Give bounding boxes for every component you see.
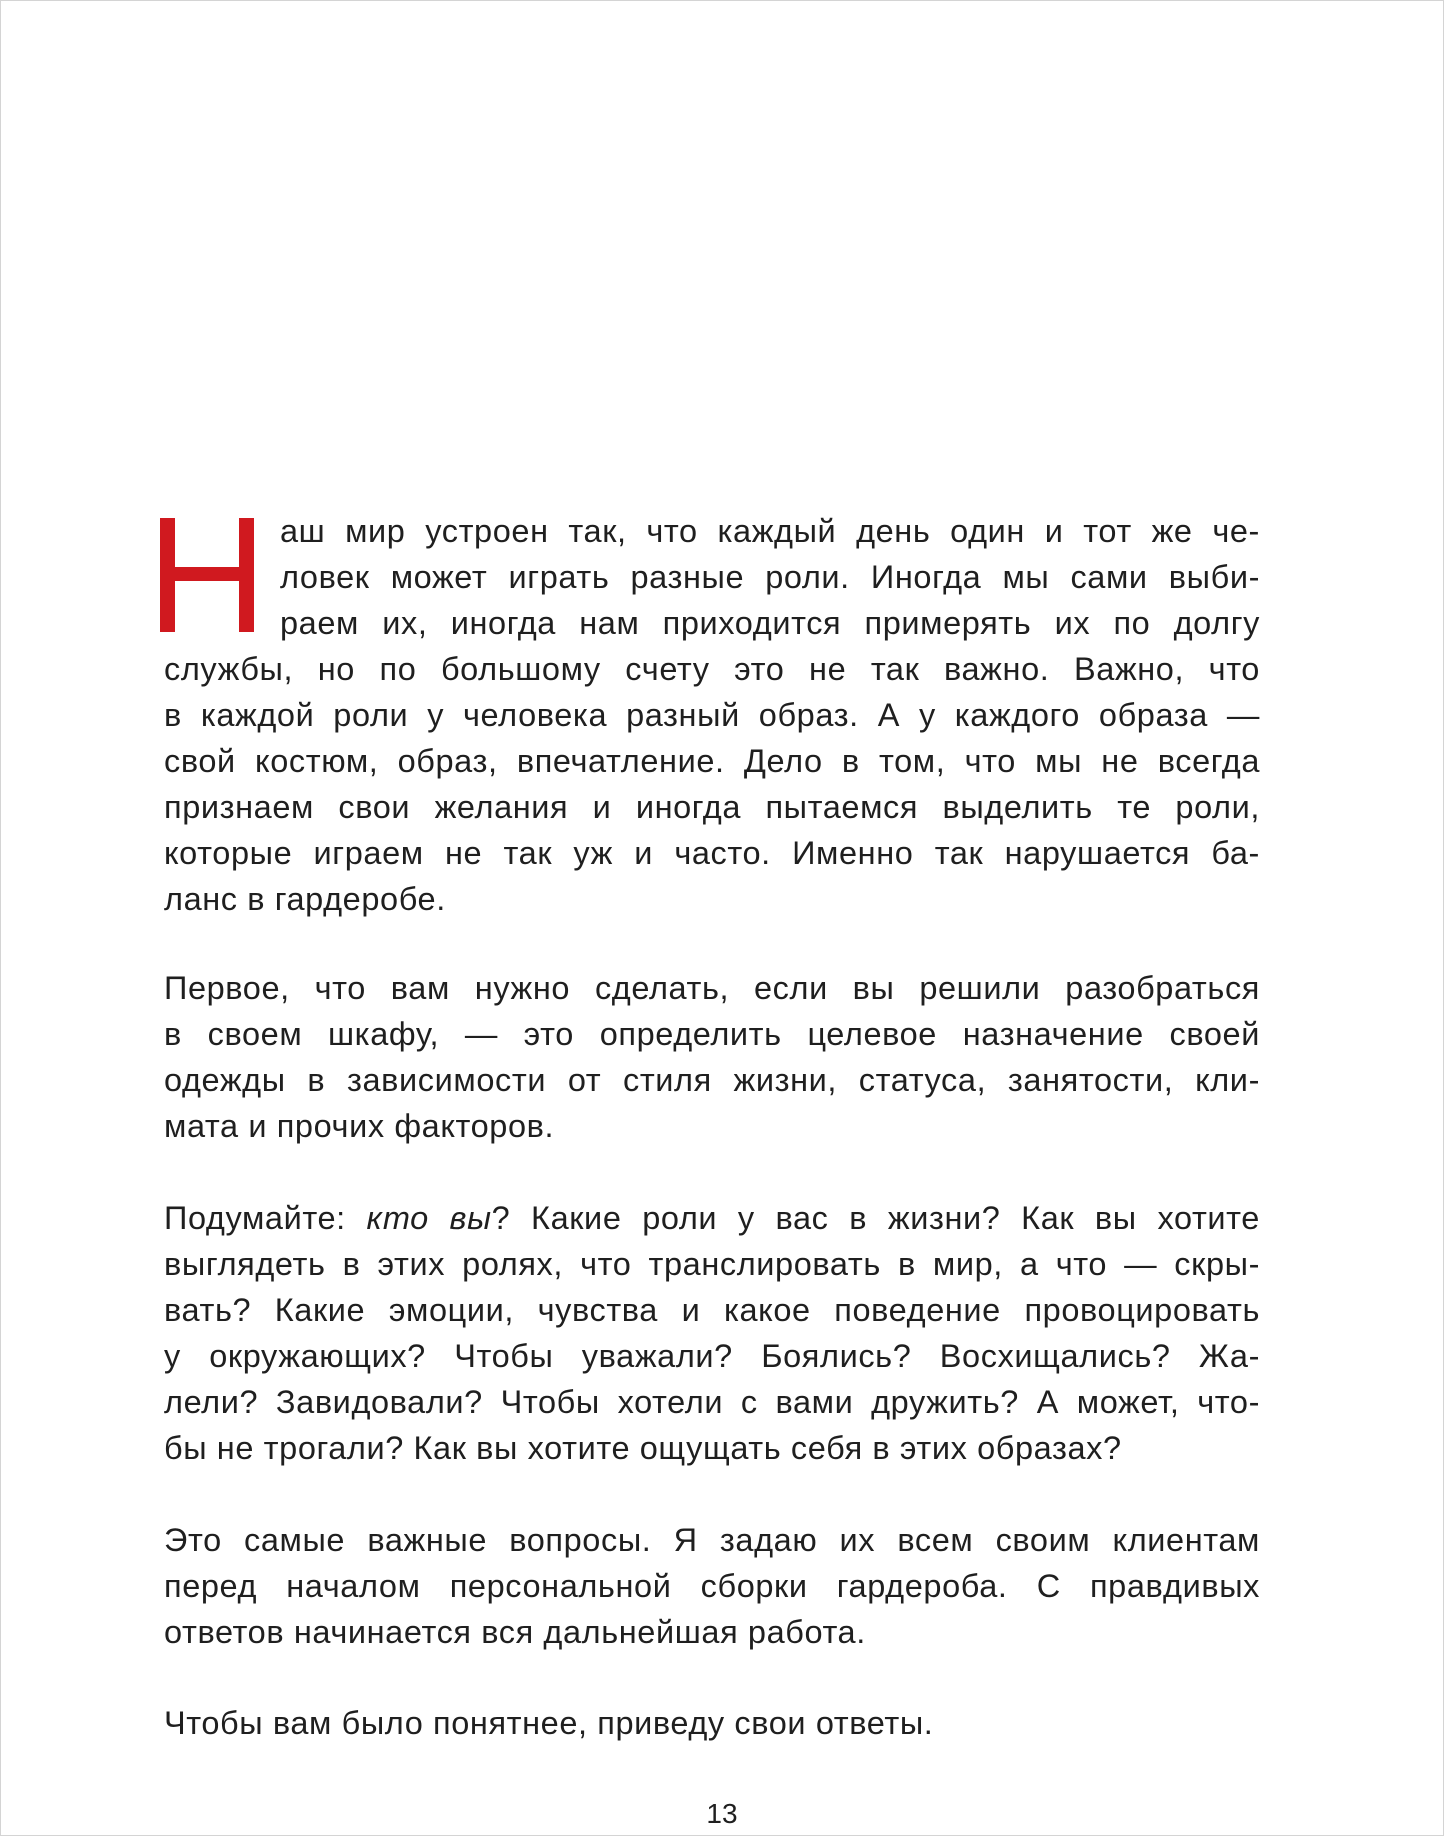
text-line: вать? Какие эмоции, чувства и какое поведение провоцировать [164,1292,1260,1328]
text-line: бы не трогали? Как вы хотите ощущать себя в этих образах? [164,1430,1122,1466]
text-line: свой костюм, образ, впечатление. Дело в том, что мы не всегда [164,743,1260,779]
italic-text: кто вы [366,1200,492,1236]
text-line: ловек может играть разные роли. Иногда мы сами выби- [280,559,1260,595]
text-line: одежды в зависимости от стиля жизни, статуса, занятости, кли- [164,1062,1260,1098]
text-line: перед началом персональной сборки гардероба. С правдивых [164,1568,1260,1604]
text-line: выглядеть в этих ролях, что транслировать в мир, а что — скры- [164,1246,1260,1282]
text-line: признаем свои желания и иногда пытаемся выделить те роли, [164,789,1260,825]
paragraph-intro [164,508,1260,922]
text-line: мата и прочих факторов. [164,1108,555,1144]
text-line: ответов начинается вся дальнейшая работа. [164,1614,866,1650]
paragraph-questions [164,1195,1260,1471]
text-line: аш мир устроен так, что каждый день один и тот же че- [280,513,1260,549]
text-line: у окружающих? Чтобы уважали? Боялись? Восхищались? Жа- [164,1338,1260,1374]
text-line: Чтобы вам было понятнее, приведу свои ответы. [164,1705,934,1741]
text-segment: Подумайте: [164,1200,367,1236]
text-segment: ? Какие роли у вас в жизни? Как вы хотите [491,1200,1260,1236]
text-line: ланс в гардеробе. [164,881,446,917]
text-line: Первое, что вам нужно сделать, если вы решили разобраться [164,970,1260,1006]
text-line: в своем шкафу, — это определить целевое назначение своей [164,1016,1260,1052]
text-line: Это самые важные вопросы. Я задаю их всем своим клиентам [164,1522,1260,1558]
paragraph-first-step [164,965,1260,1149]
text-line: раем их, иногда нам приходится примерять их по долгу [280,605,1260,641]
text-line [164,1195,1260,1241]
page-number: 13 [706,1798,738,1829]
paragraph-closing [164,1700,1260,1746]
paragraph-important-questions [164,1517,1260,1655]
text-line: лели? Завидовали? Чтобы хотели с вами дружить? А может, что- [164,1384,1260,1420]
text-line: которые играем не так уж и часто. Именно так нарушается ба- [164,835,1260,871]
text-line: службы, но по большому счету это не так важно. Важно, что [164,651,1260,687]
text-line: в каждой роли у человека разный образ. А у каждого образа — [164,697,1260,733]
